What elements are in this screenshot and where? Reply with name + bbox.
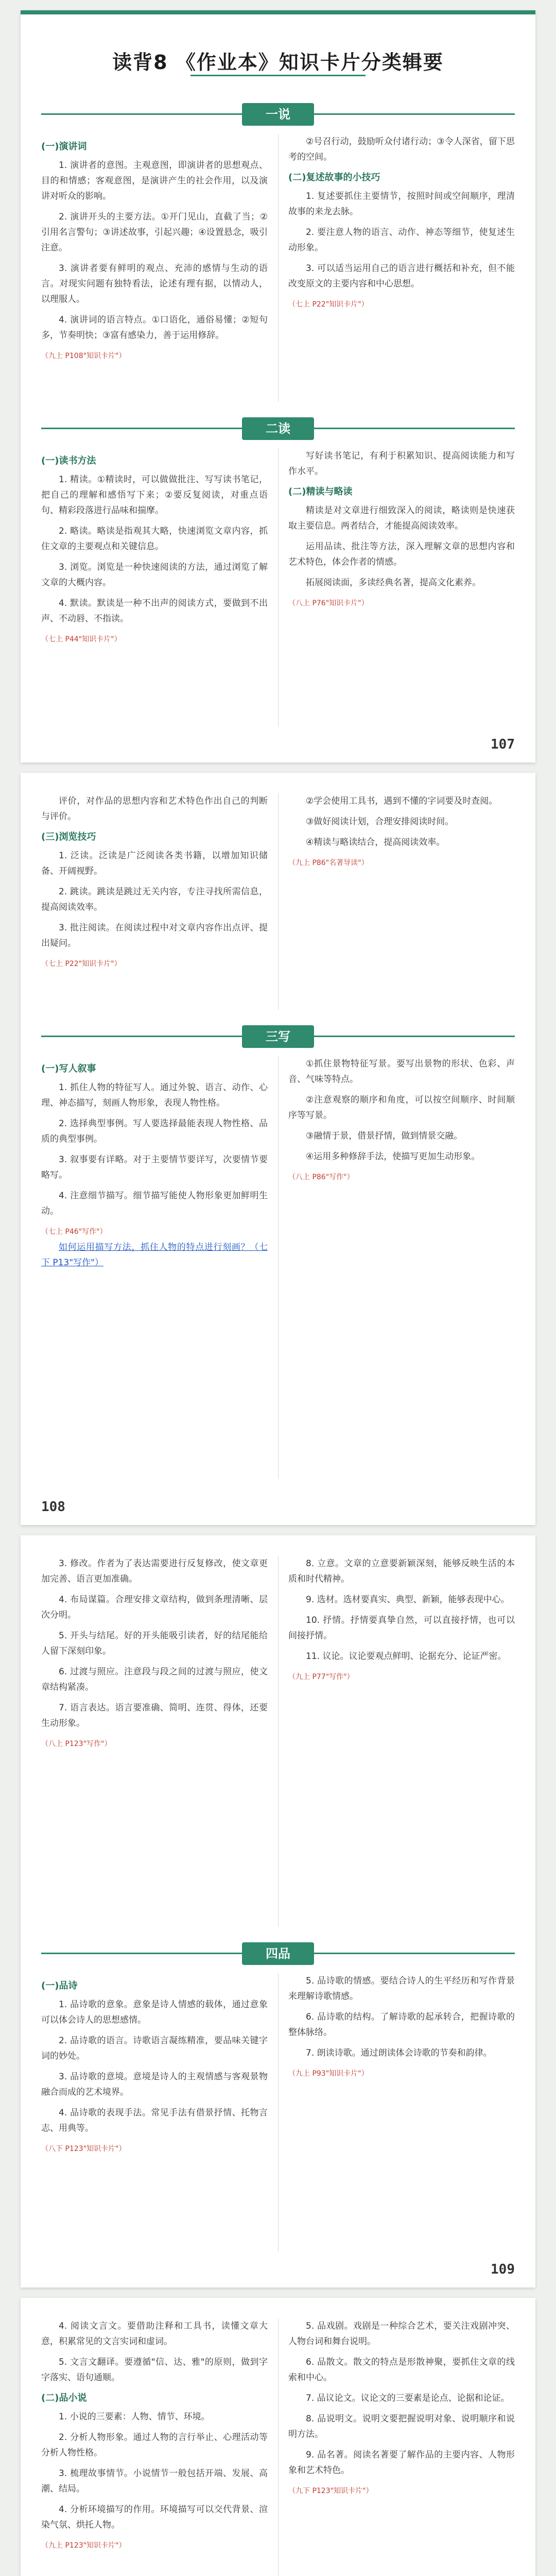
column-left xyxy=(41,1556,268,1927)
paragraph: 4. 布局谋篇。合理安排文章结构，做到条理清晰、层次分明。 xyxy=(41,1595,268,1620)
paragraph: 3. 演讲者要有鲜明的观点、充沛的感情与生动的语言。对现实问题有独特看法，论述有理有据，以情动人，以理服人。 xyxy=(41,263,268,304)
paragraph: 7. 语言表达。语言要准确、简明、连贯、得体，还要生动形象。 xyxy=(41,1703,268,1728)
paragraph: 3. 品诗歌的意境。意境是诗人的主观情感与客观景物融合而成的艺术境界。 xyxy=(41,2072,268,2097)
paragraph: 运用品读、批注等方法，深入理解文章的思想内容和艺术特色，体会作者的情感。 xyxy=(288,541,515,567)
column-left xyxy=(41,2318,268,2576)
page-109 xyxy=(21,1535,535,2287)
paragraph: 5. 品诗歌的情感。要结合诗人的生平经历和写作背景来理解诗歌情感。 xyxy=(288,1976,515,2002)
column-right xyxy=(288,2318,515,2576)
source-note: （九上 P93"知识卡片"） xyxy=(288,2070,369,2078)
paragraph: 3. 修改。作者为了表达需要进行反复修改，使文章更加完善、语言更加准确。 xyxy=(41,1558,268,1584)
column-divider xyxy=(278,1556,279,1927)
paragraph: ③融情于景，借景抒情，做到情景交融。 xyxy=(306,1131,463,1141)
paragraph: 1. 抓住人物的特征写人。通过外貌、语言、动作、心理、神态描写，刻画人物形象，表现人物性格。 xyxy=(41,1082,268,1108)
source-note: （八下 P123"知识卡片"） xyxy=(41,2145,126,2153)
source-note: （九下 P123"知识卡片"） xyxy=(288,2487,373,2495)
column-left xyxy=(41,1973,268,2251)
paragraph: 2. 跳读。跳读是跳过无关内容，专注寻找所需信息，提高阅读效率。 xyxy=(41,887,268,912)
paragraph: 10. 抒情。抒情要真挚自然，可以直接抒情，也可以间接抒情。 xyxy=(288,1615,515,1641)
paragraph: 7. 朗读诗歌。通过朗读体会诗歌的节奏和韵律。 xyxy=(306,2048,492,2058)
column-divider xyxy=(278,134,279,402)
paragraph: 4. 阅读文言文。要借助注释和工具书，读懂文章大意，积累常见的文言实词和虚词。 xyxy=(41,2321,268,2347)
paragraph: 1. 演讲者的意图。主观意图，即演讲者的思想观点、目的和情感；客观意图，是演讲产生的社会作用，以及演讲对听众的影响。 xyxy=(41,160,268,201)
paragraph: 3. 可以适当运用自己的语言进行概括和补充，但不能改变原文的主要内容和中心思想。 xyxy=(288,263,515,289)
column-right xyxy=(288,1973,515,2251)
paragraph: ①抓住景物特征写景。要写出景物的形状、色彩、声音、气味等特点。 xyxy=(288,1059,515,1084)
paragraph: 6. 品散文。散文的特点是形散神聚，要抓住文章的线索和中心。 xyxy=(288,2357,515,2383)
column-divider xyxy=(278,793,279,1010)
source-note: （九上 P77"写作"） xyxy=(288,1673,354,1681)
paragraph: 4. 品诗歌的表现手法。常见手法有借景抒情、托物言志、用典等。 xyxy=(41,2108,268,2133)
column-left xyxy=(41,134,268,402)
column-divider xyxy=(278,448,279,726)
paragraph: ②学会使用工具书，遇到不懂的字词要及时查阅。 xyxy=(306,796,498,806)
paragraph: 2. 选择典型事例。写人要选择最能表现人物性格、品质的典型事例。 xyxy=(41,1118,268,1144)
section-label: 二读 xyxy=(242,417,314,440)
highlighted-note: 如何运用描写方法，抓住人物的特点进行刻画？（七下 P13"写作"） xyxy=(41,1242,268,1268)
column-right xyxy=(288,134,515,402)
section-label: 四品 xyxy=(242,1942,314,1965)
page-number: 109 xyxy=(491,2262,515,2277)
paragraph: 写好读书笔记，有利于积累知识、提高阅读能力和写作水平。 xyxy=(288,451,515,477)
source-note: （七上 P46"写作"） xyxy=(41,1228,107,1236)
paragraph: ③做好阅读计划，合理安排阅读时间。 xyxy=(306,817,454,827)
subsection-title: (一)写人叙事 xyxy=(41,1063,96,1074)
source-note: （七上 P44"知识卡片"） xyxy=(41,635,121,643)
paragraph: 2. 品诗歌的语言。诗歌语言凝练精准，要品味关键字词的妙处。 xyxy=(41,2036,268,2061)
page-top-bar xyxy=(21,10,535,14)
paragraph: ②号召行动，鼓励听众付诸行动；③令人深省，留下思考的空间。 xyxy=(288,137,515,162)
paragraph: 5. 文言文翻译。要遵循"信、达、雅"的原则，做到字字落实、语句通顺。 xyxy=(41,2357,268,2383)
paragraph: 6. 过渡与照应。注意段与段之间的过渡与照应，使文章结构紧凑。 xyxy=(41,1667,268,1692)
source-note: （九上 P86"名著导读"） xyxy=(288,859,369,867)
section-banner-yishuo xyxy=(41,103,515,126)
subsection-title: (一)品诗 xyxy=(41,1980,78,1991)
page-108 xyxy=(21,773,535,1525)
source-note: （九上 P108"知识卡片"） xyxy=(41,352,126,360)
paragraph: 11. 议论。议论要观点鲜明、论据充分、论证严密。 xyxy=(306,1651,507,1662)
subsection-title: (一)读书方法 xyxy=(41,455,96,466)
paragraph: 2. 演讲开头的主要方法。①开门见山，直截了当；②引用名言警句；③讲述故事，引起兴趣；④设置悬念，吸引注意。 xyxy=(41,212,268,253)
page-110 xyxy=(21,2298,535,2576)
column-divider xyxy=(278,1056,279,1479)
page-number: 108 xyxy=(41,1499,65,1515)
section-banner-sipin xyxy=(41,1942,515,1965)
source-note: （七上 P22"知识卡片"） xyxy=(288,300,369,309)
column-divider xyxy=(278,1973,279,2251)
paragraph: 4. 注意细节描写。细节描写能使人物形象更加鲜明生动。 xyxy=(41,1191,268,1216)
paragraph: ②注意观察的顺序和角度，可以按空间顺序、时间顺序等写景。 xyxy=(288,1095,515,1121)
paragraph: 精读是对文章进行细致深入的阅读，略读则是快速获取主要信息。两者结合，才能提高阅读效率。 xyxy=(288,505,515,531)
paragraph: 3. 梳理故事情节。小说情节一般包括开端、发展、高潮、结局。 xyxy=(41,2468,268,2494)
paragraph: 4. 分析环境描写的作用。环境描写可以交代背景、渲染气氛、烘托人物。 xyxy=(41,2504,268,2530)
paragraph: 9. 选材。选材要真实、典型、新颖，能够表现中心。 xyxy=(306,1595,510,1605)
paragraph: 1. 复述要抓住主要情节，按照时间或空间顺序，理清故事的来龙去脉。 xyxy=(288,191,515,217)
paragraph: 1. 精读。①精读时，可以做做批注、写写读书笔记，把自己的理解和感悟写下来；②要反复阅读，对重点语句、精彩段落进行品味和揣摩。 xyxy=(41,474,268,516)
column-left xyxy=(41,1056,268,1479)
paragraph: 拓展阅读面，多读经典名著，提高文化素养。 xyxy=(306,578,481,588)
source-note: （七上 P22"知识卡片"） xyxy=(41,960,121,968)
paragraph: 8. 立意。文章的立意要新颖深刻，能够反映生活的本质和时代精神。 xyxy=(288,1558,515,1584)
paragraph: 1. 小说的三要素：人物、情节、环境。 xyxy=(59,2412,210,2422)
paragraph: 4. 默读。默读是一种不出声的阅读方式，要做到不出声、不动唇、不指读。 xyxy=(41,598,268,624)
column-right xyxy=(288,1556,515,1927)
source-note: （八上 P123"写作"） xyxy=(41,1740,112,1748)
paragraph: 2. 要注意人物的语言、动作、神态等细节，使复述生动形象。 xyxy=(288,227,515,253)
section-label: 一说 xyxy=(242,103,314,126)
paragraph: 3. 浏览。浏览是一种快速阅读的方法，通过浏览了解文章的大概内容。 xyxy=(41,562,268,588)
section-label: 三写 xyxy=(242,1025,314,1048)
source-note: （八上 P86"写作"） xyxy=(288,1173,354,1181)
paragraph: 5. 开头与结尾。好的开头能吸引读者，好的结尾能给人留下深刻印象。 xyxy=(41,1631,268,1656)
column-right xyxy=(288,1056,515,1479)
paragraph: 2. 分析人物形象。通过人物的言行举止、心理活动等分析人物性格。 xyxy=(41,2432,268,2458)
subsection-title: (二)精读与略读 xyxy=(288,486,353,497)
subsection-title: (三)浏览技巧 xyxy=(41,832,96,842)
paragraph: 1. 品诗歌的意象。意象是诗人情感的载体，通过意象可以体会诗人的思想感情。 xyxy=(41,1999,268,2025)
column-right xyxy=(288,448,515,726)
paragraph: 2. 略读。略读是指观其大略，快速浏览文章内容，抓住文章的主要观点和关键信息。 xyxy=(41,526,268,552)
column-right xyxy=(288,793,515,1010)
paragraph: 4. 演讲词的语言特点。①口语化，通俗易懂；②短句多，节奏明快；③富有感染力，善于运用修辞。 xyxy=(41,315,268,341)
page-number: 107 xyxy=(491,737,515,752)
column-divider xyxy=(278,2318,279,2576)
paragraph: 7. 品议论文。议论文的三要素是论点、论据和论证。 xyxy=(306,2393,510,2403)
source-note: （九上 P123"知识卡片"） xyxy=(41,2541,126,2550)
subsection-title: (一)演讲词 xyxy=(41,141,87,152)
page-107 xyxy=(21,10,535,762)
paragraph: ④运用多种修辞手法，使描写更加生动形象。 xyxy=(306,1151,480,1162)
paragraph: 3. 批注阅读。在阅读过程中对文章内容作出点评、提出疑问。 xyxy=(41,923,268,948)
title-underline xyxy=(190,75,366,76)
section-banner-erdu xyxy=(41,417,515,440)
paragraph: 评价，对作品的思想内容和艺术特色作出自己的判断与评价。 xyxy=(41,796,268,822)
page-title: 读背8 《作业本》知识卡片分类辑要 xyxy=(112,51,444,74)
column-left xyxy=(41,793,268,1010)
subsection-title: (二)品小说 xyxy=(41,2393,87,2403)
paragraph: 1. 泛读。泛读是广泛阅读各类书籍，以增加知识储备、开阔视野。 xyxy=(41,851,268,876)
paragraph: 8. 品说明文。说明文要把握说明对象、说明顺序和说明方法。 xyxy=(288,2414,515,2439)
source-note: （八上 P76"知识卡片"） xyxy=(288,599,369,607)
section-banner-sanxie xyxy=(41,1025,515,1048)
paragraph: ④精读与略读结合，提高阅读效率。 xyxy=(306,837,445,848)
column-left xyxy=(41,448,268,726)
paragraph: 6. 品诗歌的结构。了解诗歌的起承转合，把握诗歌的整体脉络。 xyxy=(288,2012,515,2038)
paragraph: 3. 叙事要有详略。对于主要情节要详写，次要情节要略写。 xyxy=(41,1155,268,1180)
paragraph: 9. 品名著。阅读名著要了解作品的主要内容、人物形象和艺术特色。 xyxy=(288,2450,515,2476)
paragraph: 5. 品戏剧。戏剧是一种综合艺术，要关注戏剧冲突、人物台词和舞台说明。 xyxy=(288,2321,515,2347)
subsection-title: (二)复述故事的小技巧 xyxy=(288,172,380,183)
